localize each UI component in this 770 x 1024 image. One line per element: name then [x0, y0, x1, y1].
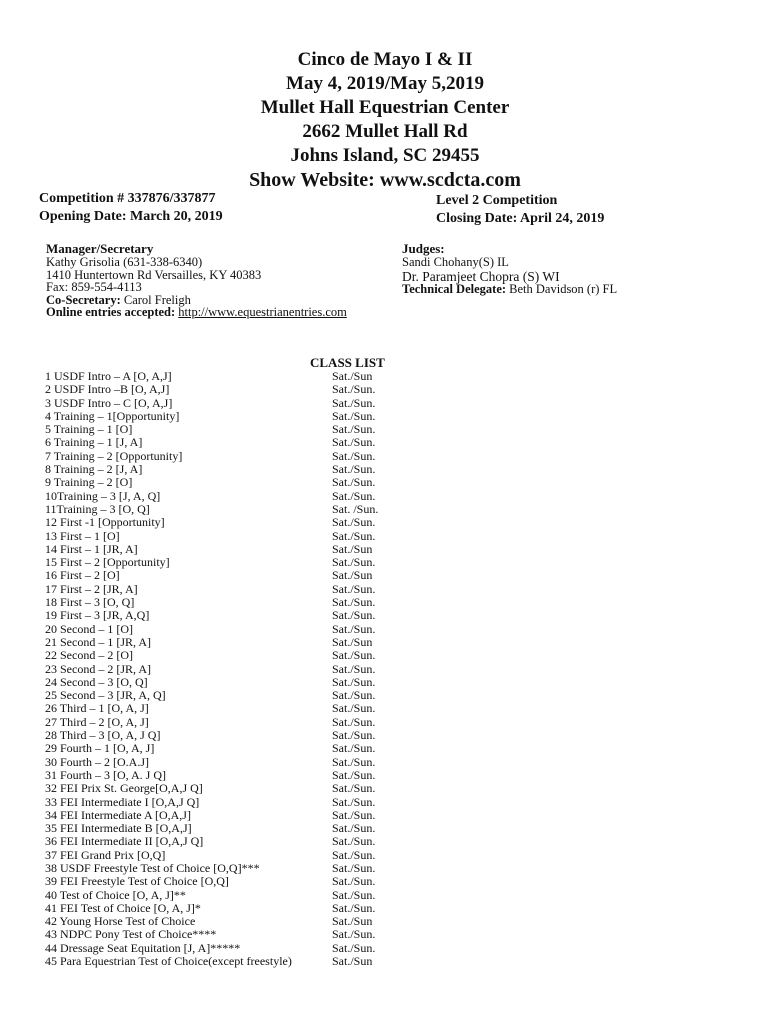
show-dates: May 4, 2019/May 5,2019 — [286, 73, 484, 94]
class-days: Sat./Sun. — [332, 900, 376, 915]
class-days: Sat./Sun — [332, 541, 373, 556]
class-list-item — [45, 370, 392, 383]
online-entries-label: Online entries accepted: — [46, 305, 179, 320]
class-name: 11Training – 3 [O, Q] — [45, 501, 150, 516]
class-list-item — [45, 423, 392, 436]
class-list-item — [45, 503, 392, 516]
class-name: 33 FEI Intermediate I [O,A,J Q] — [45, 794, 200, 809]
class-days: Sat./Sun. — [332, 807, 376, 822]
class-name: 16 First – 2 [O] — [45, 568, 120, 583]
class-days: Sat./Sun. — [332, 488, 376, 503]
class-name: 8 Training – 2 [J, A] — [45, 462, 143, 477]
class-list-item — [45, 609, 392, 622]
class-days: Sat./Sun. — [332, 860, 376, 875]
class-days: Sat./Sun. — [332, 515, 376, 530]
technical-delegate-name: Beth Davidson (r) FL — [506, 282, 618, 296]
class-name: 18 First – 3 [O, Q] — [45, 595, 135, 610]
class-list-item — [45, 569, 392, 582]
class-days: Sat./Sun. — [332, 940, 376, 955]
class-name: 34 FEI Intermediate A [O,A,J] — [45, 807, 191, 822]
class-days: Sat./Sun. — [332, 741, 376, 756]
class-list-item — [45, 782, 392, 795]
class-list-item — [45, 490, 392, 503]
class-list-item — [45, 689, 392, 702]
class-days: Sat./Sun. — [332, 555, 376, 570]
opening-date: Opening Date: March 20, 2019 — [39, 209, 223, 224]
class-list-item — [45, 476, 392, 489]
class-days: Sat./Sun. — [332, 767, 376, 782]
competition-level: Level 2 Competition — [436, 193, 558, 208]
class-list-item — [45, 809, 392, 822]
class-days: Sat./Sun. — [332, 608, 376, 623]
class-days: Sat./Sun — [332, 568, 373, 583]
venue-name: Mullet Hall Equestrian Center — [260, 97, 510, 118]
class-name: 25 Second – 3 [JR, A, Q] — [45, 688, 166, 703]
class-list-item — [45, 516, 392, 529]
class-days: Sat./Sun. — [332, 621, 376, 636]
class-name: 24 Second – 3 [O, Q] — [45, 674, 148, 689]
competition-number: Competition # 337876/337877 — [39, 191, 216, 206]
class-name: 2 USDF Intro –B [O, A,J] — [45, 382, 170, 397]
manager-fax: Fax: 859-554-4113 — [46, 280, 142, 295]
class-name: 7 Training – 2 [Opportunity] — [45, 448, 183, 463]
class-days: Sat./Sun — [332, 914, 373, 929]
class-list-item — [45, 716, 392, 729]
class-name: 26 Third – 1 [O, A, J] — [45, 701, 149, 716]
class-days: Sat./Sun. — [332, 581, 376, 596]
class-name: 45 Para Equestrian Test of Choice(except freestyle) — [45, 954, 292, 969]
co-secretary-label: Co-Secretary: — [46, 292, 121, 307]
class-days: Sat./Sun. — [332, 781, 376, 796]
class-name: 10Training – 3 [J, A, Q] — [45, 488, 161, 503]
technical-delegate-label: Technical Delegate: — [402, 282, 507, 296]
class-days: Sat./Sun. — [332, 382, 376, 397]
class-days: Sat./Sun. — [332, 728, 376, 743]
class-list-item — [45, 596, 392, 609]
class-list-item — [45, 769, 392, 782]
class-days: Sat./Sun. — [332, 834, 376, 849]
class-days: Sat./Sun. — [332, 422, 376, 437]
class-list-item — [45, 742, 392, 755]
manager-name-phone: Kathy Grisolia (631-338-6340) — [46, 255, 203, 269]
class-list-item — [45, 915, 392, 928]
class-list-item — [45, 702, 392, 715]
class-name: 21 Second – 1 [JR, A] — [45, 634, 151, 649]
class-name: 4 Training – 1[Opportunity] — [45, 408, 180, 423]
venue-city: Johns Island, SC 29455 — [290, 145, 480, 166]
class-name: 32 FEI Prix St. George[O,A,J Q] — [45, 781, 203, 796]
class-name: 27 Third – 2 [O, A, J] — [45, 714, 149, 729]
class-list-item — [45, 636, 392, 649]
class-name: 35 FEI Intermediate B [O,A,J] — [45, 821, 192, 836]
class-list-item — [45, 796, 392, 809]
class-days: Sat./Sun. — [332, 661, 376, 676]
class-name: 22 Second – 2 [O] — [45, 648, 133, 663]
class-name: 5 Training – 1 [O] — [45, 422, 133, 437]
judge-2: Dr. Paramjeet Chopra (S) WI — [402, 268, 560, 284]
class-list — [45, 370, 392, 968]
class-days: Sat./Sun. — [332, 475, 376, 490]
class-list-item — [45, 383, 392, 396]
class-name: 6 Training – 1 [J, A] — [45, 435, 143, 450]
class-name: 41 FEI Test of Choice [O, A, J]* — [45, 900, 201, 915]
class-days: Sat./Sun — [332, 954, 373, 969]
class-days: Sat./Sun — [332, 369, 373, 383]
class-days: Sat./Sun. — [332, 794, 376, 809]
class-days: Sat./Sun. — [332, 435, 376, 450]
class-list-item — [45, 849, 392, 862]
class-name: 1 USDF Intro – A [O, A,J] — [45, 369, 172, 383]
class-list-item — [45, 822, 392, 835]
class-name: 42 Young Horse Test of Choice — [45, 914, 196, 929]
class-name: 30 Fourth – 2 [O.A.J] — [45, 754, 149, 769]
class-name: 36 FEI Intermediate II [O,A,J Q] — [45, 834, 204, 849]
class-list-item — [45, 543, 392, 556]
class-days: Sat./Sun. — [332, 462, 376, 477]
class-list-item — [45, 663, 392, 676]
class-days: Sat./Sun. — [332, 754, 376, 769]
class-name: 23 Second – 2 [JR, A] — [45, 661, 151, 676]
class-list-item — [45, 463, 392, 476]
online-entries-link[interactable]: http://www.equestrianentries.com — [178, 305, 347, 320]
class-name: 40 Test of Choice [O, A, J]** — [45, 887, 186, 902]
online-entries — [46, 306, 347, 319]
class-list-item — [45, 436, 392, 449]
class-days: Sat./Sun. — [332, 688, 376, 703]
class-name: 3 USDF Intro – C [O, A,J] — [45, 395, 173, 410]
class-name: 43 NDPC Pony Test of Choice**** — [45, 927, 217, 942]
class-name: 15 First – 2 [Opportunity] — [45, 555, 170, 570]
class-name: 44 Dressage Seat Equitation [J, A]***** — [45, 940, 241, 955]
class-list-item — [45, 835, 392, 848]
class-list-item — [45, 955, 392, 968]
class-list-item — [45, 889, 392, 902]
judges-heading: Judges: — [402, 241, 445, 256]
show-website: Show Website: www.scdcta.com — [249, 169, 521, 191]
class-days: Sat./Sun. — [332, 701, 376, 716]
class-days: Sat./Sun. — [332, 887, 376, 902]
class-days: Sat./Sun. — [332, 714, 376, 729]
class-days: Sat./Sun. — [332, 821, 376, 836]
show-title: Cinco de Mayo I & II — [297, 49, 473, 70]
class-list-item — [45, 623, 392, 636]
technical-delegate — [402, 283, 617, 297]
class-days: Sat./Sun. — [332, 674, 376, 689]
class-list-heading: CLASS LIST — [310, 355, 385, 370]
class-list-item — [45, 676, 392, 689]
class-name: 29 Fourth – 1 [O, A, J] — [45, 741, 155, 756]
class-name: 28 Third – 3 [O, A, J Q] — [45, 728, 161, 743]
class-days: Sat./Sun. — [332, 847, 376, 862]
manager-heading: Manager/Secretary — [46, 241, 154, 256]
class-list-item — [45, 942, 392, 955]
class-name: 17 First – 2 [JR, A] — [45, 581, 138, 596]
class-list-item — [45, 875, 392, 888]
class-list-item — [45, 397, 392, 410]
class-days: Sat./Sun — [332, 634, 373, 649]
class-list-item — [45, 556, 392, 569]
class-name: 39 FEI Freestyle Test of Choice [O,Q] — [45, 874, 229, 889]
class-list-item — [45, 583, 392, 596]
class-name: 31 Fourth – 3 [O, A. J Q] — [45, 767, 167, 782]
class-days: Sat./Sun. — [332, 648, 376, 663]
class-list-item — [45, 530, 392, 543]
venue-street: 2662 Mullet Hall Rd — [302, 121, 468, 142]
class-name: 14 First – 1 [JR, A] — [45, 541, 138, 556]
class-days: Sat./Sun. — [332, 595, 376, 610]
class-name: 38 USDF Freestyle Test of Choice [O,Q]*** — [45, 860, 260, 875]
closing-date: Closing Date: April 24, 2019 — [436, 211, 605, 226]
judge-1: Sandi Chohany(S) IL — [402, 255, 509, 269]
competition-info-right — [436, 192, 604, 228]
class-days: Sat./Sun. — [332, 408, 376, 423]
class-list-item — [45, 756, 392, 769]
class-days: Sat./Sun. — [332, 927, 376, 942]
class-days: Sat./Sun. — [332, 874, 376, 889]
class-list-item — [45, 862, 392, 875]
class-days: Sat./Sun. — [332, 395, 376, 410]
class-name: 9 Training – 2 [O] — [45, 475, 133, 490]
class-days: Sat./Sun. — [332, 448, 376, 463]
class-name: 19 First – 3 [JR, A,Q] — [45, 608, 150, 623]
manager-section — [46, 241, 347, 319]
class-name: 12 First -1 [Opportunity] — [45, 515, 165, 530]
co-secretary-name: Carol Freligh — [120, 292, 191, 307]
manager-address: 1410 Huntertown Rd Versailles, KY 40383 — [46, 267, 262, 282]
class-name: 13 First – 1 [O] — [45, 528, 120, 543]
class-list-item — [45, 928, 392, 941]
class-list-item — [45, 902, 392, 915]
class-name: 37 FEI Grand Prix [O,Q] — [45, 847, 166, 862]
class-list-item — [45, 729, 392, 742]
class-name: 20 Second – 1 [O] — [45, 621, 133, 636]
class-list-item — [45, 450, 392, 463]
class-list-item — [45, 649, 392, 662]
judges-section — [402, 241, 617, 297]
title-block — [0, 48, 770, 192]
competition-info-left — [39, 190, 223, 226]
class-list-item — [45, 410, 392, 423]
class-days: Sat. /Sun. — [332, 501, 379, 516]
class-days: Sat./Sun. — [332, 528, 376, 543]
